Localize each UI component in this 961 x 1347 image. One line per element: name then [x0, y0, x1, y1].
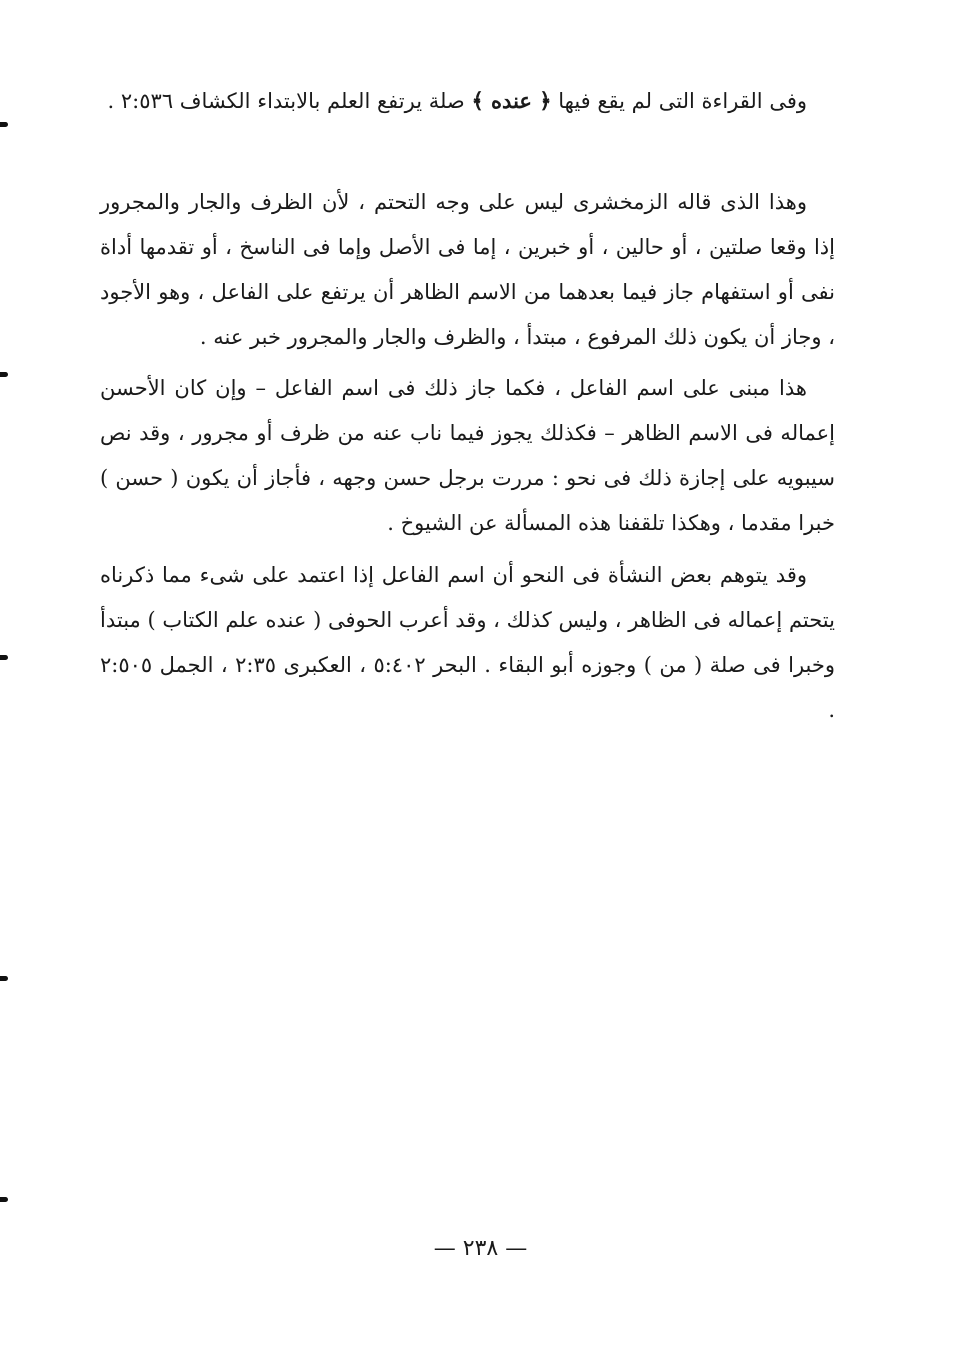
paragraph-3-text: هذا مبنى على اسم الفاعل ، فكما جاز ذلك فى اسم الفاعل – وإن كان الأحسن إعماله فى الاسم الظاهر – فكذلك يجوز فيما ناب عنه من ظرف أو مجرور ، وقد نص سيبويه على إجازة ذلك فى نحو : مررت برجل حسن وجهه ، فأجاز أن يكون ( حسن ) خبرا مقدما ، وهكذا تلقفنا هذه المسألة عن الشيوخ .: [100, 376, 835, 535]
paragraph-1: [100, 78, 835, 124]
paragraph-3: [100, 366, 835, 546]
quranic-highlight: ﴿ عنده ﴾: [471, 88, 552, 113]
paragraph-2-text: وهذا الذى قاله الزمخشرى ليس على وجه التحتم ، لأن الظرف والجار والمجرور إذا وقعا صلتين ، أو حالين ، أو خبرين ، إما فى الأصل وإما فى الناسخ ، أو تقدمها أداة نفى أو استفهام جاز فيما بعدهما من الاسم الظاهر أن يرتفع على الفاعل ، وهو الأجود ، وجاز أن يكون ذلك المرفوع ، مبتدأ ، والظرف والجار والمجرور خبر عنه .: [100, 190, 835, 349]
paragraph-4-text: وقد يتوهم بعض النشأة فى النحو أن اسم الفاعل إذا اعتمد على شىء مما ذكرناه يتحتم إعماله فى الظاهر ، وليس كذلك ، وقد أعرب الحوفى ( عنده علم الكتاب ) مبتدأ وخبرا فى صلة ( من ) وجوزه أبو البقاء . البحر ٥:٤٠٢ ، العكبرى ٢:٣٥ ، الجمل ٢:٥٠٥ .: [100, 563, 835, 722]
paragraph-2: [100, 180, 835, 360]
page-number: — ٢٣٨ —: [433, 1236, 528, 1261]
paragraph-4: [100, 553, 835, 733]
scan-edge-mark: [0, 372, 8, 377]
scan-edge-mark: [0, 655, 8, 660]
scan-edge-mark: [0, 1197, 8, 1202]
scan-edge-mark: [0, 122, 8, 127]
scan-edge-mark: [0, 976, 8, 981]
paragraph-1-after: صلة يرتفع العلم بالابتداء الكشاف ٢:٥٣٦ .: [107, 89, 472, 113]
paragraph-1-before: وفى القراءة التى لم يقع فيها: [551, 89, 807, 113]
